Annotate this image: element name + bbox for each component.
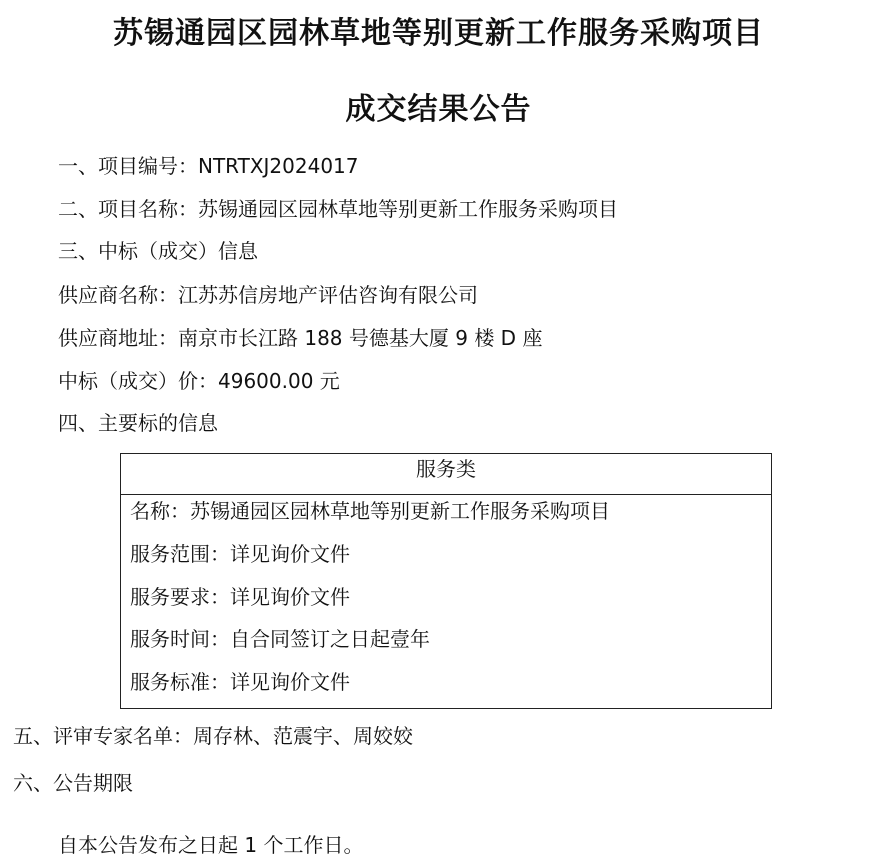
- award-price: 中标（成交）价：49600.00 元: [58, 369, 340, 393]
- table-header: 服务类: [121, 454, 771, 495]
- section-award-info: 三、中标（成交）信息: [58, 239, 258, 263]
- table-row: 服务时间：自合同签订之日起壹年: [130, 627, 430, 651]
- section-notice-period: 六、公告期限: [13, 771, 133, 795]
- table-row: 名称：苏锡通园区园林草地等别更新工作服务采购项目: [130, 499, 610, 523]
- document-title-line-1: 苏锡通园区园林草地等别更新工作服务采购项目: [113, 16, 764, 51]
- notice-period-text: 自本公告发布之日起 1 个工作日。: [58, 833, 364, 857]
- document-title-line-2: 成交结果公告: [345, 92, 532, 127]
- table-row: 服务范围：详见询价文件: [130, 542, 350, 566]
- service-info-table: [120, 453, 772, 709]
- supplier-address: 供应商地址：南京市长江路 188 号德基大厦 9 楼 D 座: [58, 326, 543, 350]
- section-main-items: 四、主要标的信息: [58, 411, 218, 435]
- project-name: 二、项目名称：苏锡通园区园林草地等别更新工作服务采购项目: [58, 197, 618, 221]
- review-experts: 五、评审专家名单：周存林、范震宇、周姣姣: [13, 724, 413, 748]
- table-row: 服务要求：详见询价文件: [130, 585, 350, 609]
- supplier-name: 供应商名称：江苏苏信房地产评估咨询有限公司: [58, 283, 478, 307]
- table-row: 服务标准：详见询价文件: [130, 670, 350, 694]
- project-number: 一、项目编号：NTRTXJ2024017: [58, 154, 359, 178]
